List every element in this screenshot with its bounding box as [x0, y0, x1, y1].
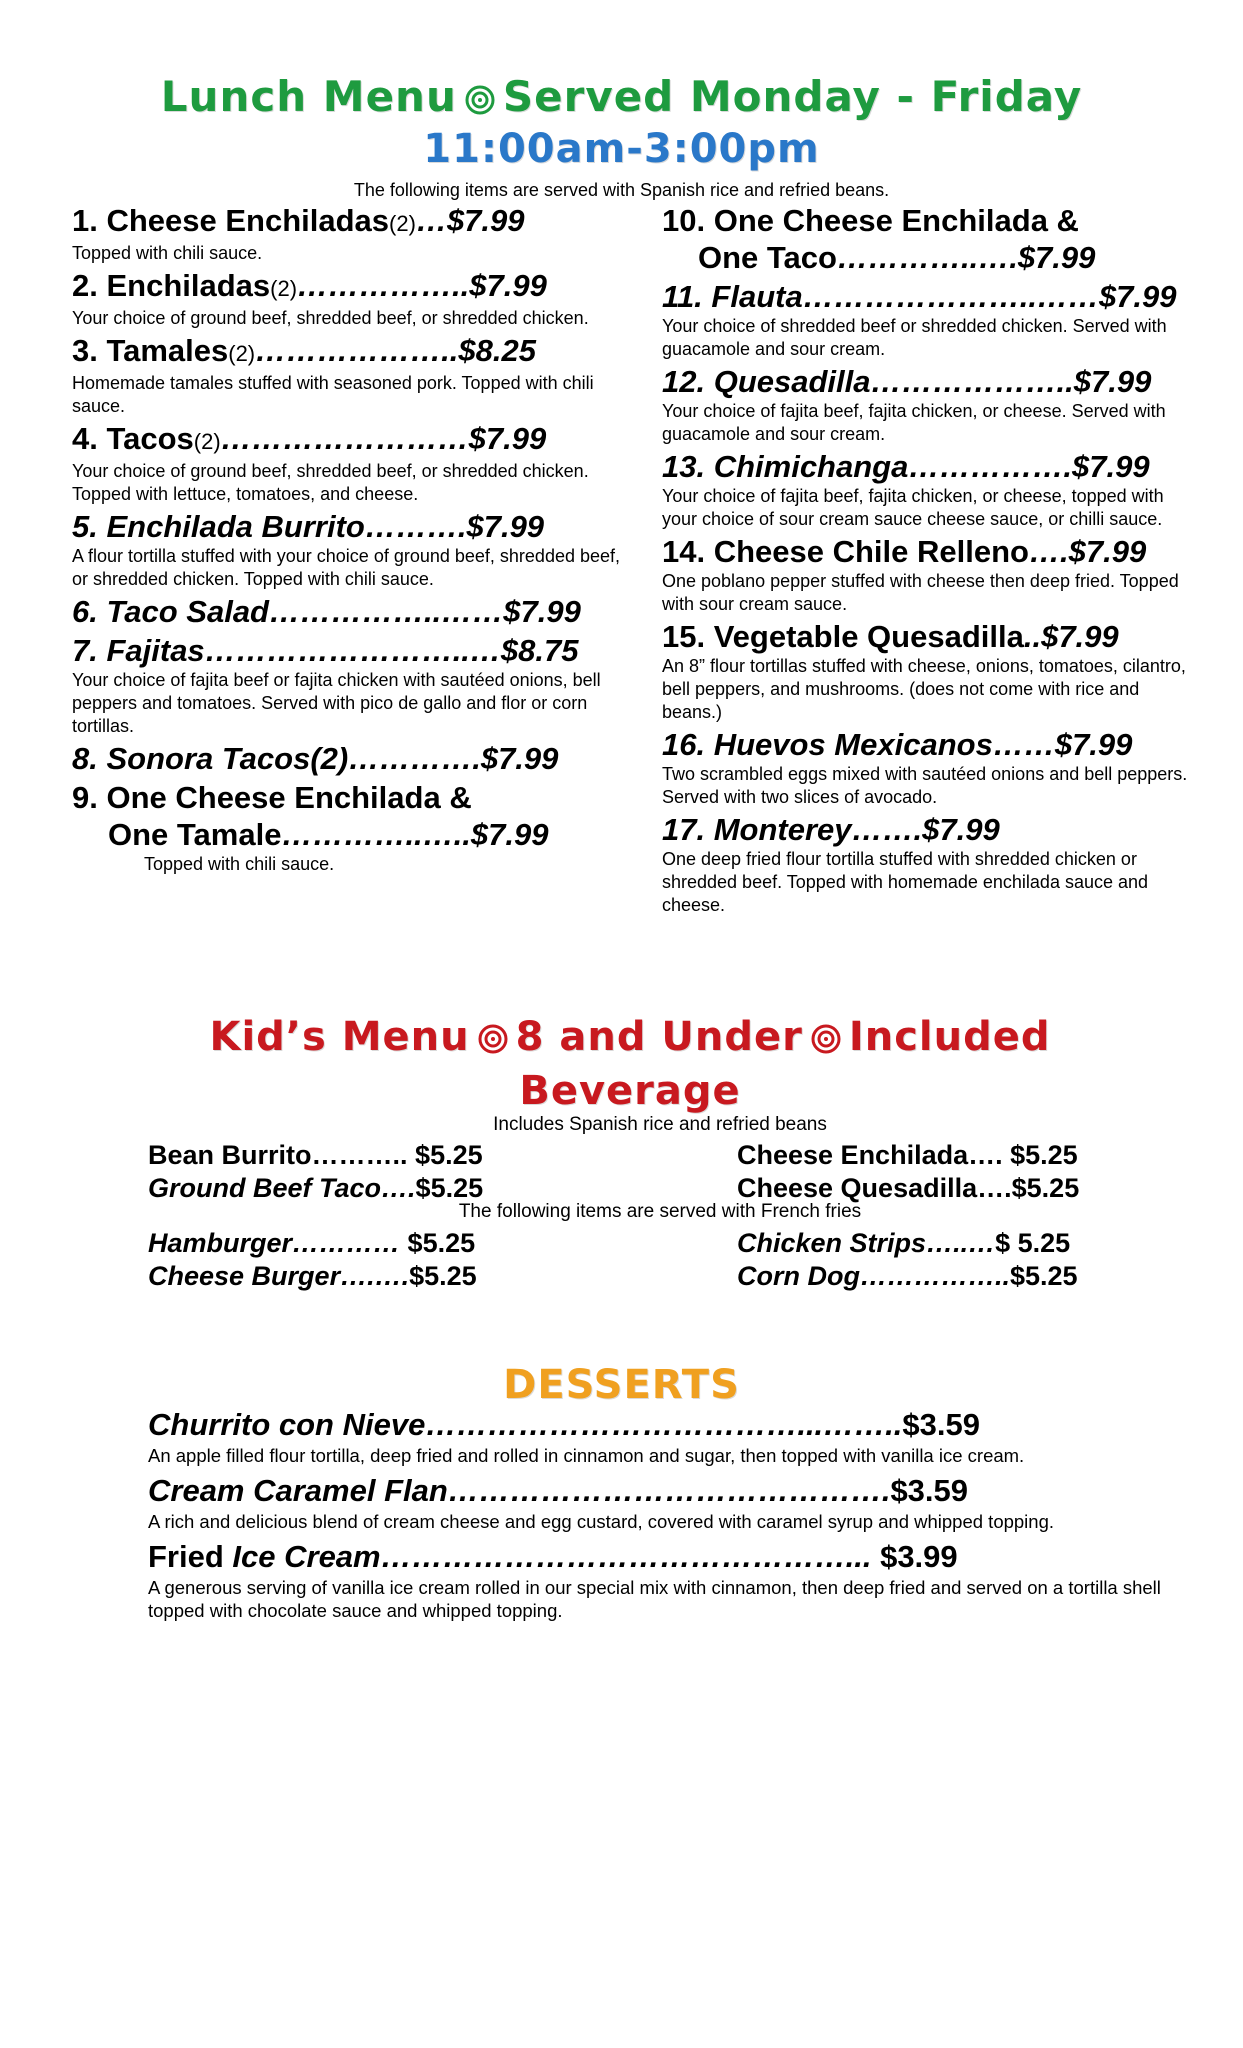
menu-item-price: $8.75: [500, 633, 579, 668]
kids-item-price: $5.25: [415, 1173, 484, 1203]
menu-item-title: [662, 363, 1202, 400]
menu-item-price: $7.99: [1098, 279, 1177, 314]
menu-item-description: One deep fried flour tortilla stuffed with shredded chicken or shredded beef. Topped with homemade enchilada sauce and cheese.: [662, 849, 1149, 915]
menu-item-title: [662, 448, 1202, 485]
kids-item-dots: …..…: [926, 1228, 996, 1258]
menu-item-name: 10. One Cheese Enchilada &: [662, 203, 1079, 238]
menu-item: [72, 267, 632, 330]
kids-item-name: Cheese Burger: [148, 1261, 341, 1291]
menu-item-title: [72, 593, 632, 630]
kids-item: [737, 1228, 1070, 1259]
dessert-price: $3.99: [880, 1539, 958, 1574]
kids-item-name: Corn Dog: [737, 1261, 860, 1291]
lunch-title-part-a: Lunch Menu: [160, 72, 457, 121]
menu-item-name: 4. Tacos: [72, 421, 194, 456]
menu-item-dots: …….: [851, 812, 923, 847]
dessert-list: [148, 1406, 1178, 1627]
menu-item-title: [662, 278, 1202, 315]
kids-item-name: Bean Burrito: [148, 1140, 312, 1170]
kids-item-name: Chicken Strips: [737, 1228, 927, 1258]
kids-note: Includes Spanish rice and refried beans: [493, 1114, 827, 1135]
menu-item-title: [662, 726, 1202, 763]
kids-item-dots: ….: [977, 1173, 1012, 1203]
lunch-right-column: [662, 202, 1202, 919]
dessert-name: Cream Caramel Flan: [148, 1473, 448, 1508]
kids-title-part-b: 8 and Under: [515, 1014, 803, 1060]
kids-item-dots: ….: [381, 1173, 416, 1203]
dessert-name: Ice Cream: [232, 1539, 381, 1574]
menu-item-dots: …………….: [908, 449, 1072, 484]
menu-item-dots: ………………..: [255, 333, 459, 368]
menu-item-description: An 8” flour tortillas stuffed with cheese, onions, tomatoes, cilantro, bell peppers, and mushrooms. (does not come with rice and beans.): [662, 656, 1186, 722]
menu-item-name-cont: One Tamale: [108, 817, 282, 852]
menu-item-title: [72, 420, 632, 460]
dessert-description: A rich and delicious blend of cream cheese and egg custard, covered with caramel syrup and whipped topping.: [148, 1511, 1055, 1532]
lunch-title-part-b: Served Monday - Friday: [502, 72, 1083, 121]
kids-item: [148, 1173, 483, 1204]
menu-item: [662, 726, 1202, 809]
menu-item-price: $7.99: [922, 812, 1000, 847]
menu-item-name: 12. Quesadilla: [662, 364, 871, 399]
menu-item-title: [72, 267, 632, 307]
menu-item: [662, 811, 1202, 917]
menu-item-qty: (2): [228, 341, 256, 366]
kids-item: [148, 1140, 483, 1171]
menu-item: [72, 332, 632, 418]
menu-item-name: 13. Chimichanga: [662, 449, 909, 484]
menu-item: [72, 202, 632, 265]
menu-item-description: Your choice of fajita beef, fajita chicken, or cheese, topped with your choice of sour cream sauce cheese sauce, or chilli sauce.: [662, 486, 1164, 529]
dessert-name: Churrito con Nieve: [148, 1407, 426, 1442]
menu-item-dots: ……………………: [220, 421, 469, 456]
menu-item-price: $7.99: [466, 509, 545, 544]
menu-item-price: $7.99: [1041, 619, 1119, 654]
menu-item-name-line2: [72, 816, 632, 853]
menu-item-dots: …………………..……: [802, 279, 1099, 314]
menu-item-name: 1. Cheese Enchiladas: [72, 203, 390, 238]
menu-item-name: 15. Vegetable Quesadilla: [662, 619, 1024, 654]
kids-menu-title: [150, 1010, 1110, 1118]
menu-item-price: $7.99: [1017, 240, 1096, 275]
dessert-dots: ………………………………...……..: [425, 1407, 903, 1442]
dessert-name-prefix: Fried: [148, 1539, 233, 1574]
menu-item-title: [72, 202, 632, 242]
menu-item: [662, 448, 1202, 531]
menu-item-price: $7.99: [1054, 727, 1133, 762]
dessert-title: [148, 1472, 1178, 1510]
kids-item-name: Cheese Enchilada: [737, 1140, 969, 1170]
menu-item-name: 14. Cheese Chile Relleno: [662, 534, 1029, 569]
lunch-note: The following items are served with Spanish rice and refried beans.: [353, 180, 890, 200]
desserts-title: DESSERTS: [503, 1362, 740, 1408]
menu-item-description: Topped with chili sauce.: [72, 243, 263, 263]
kids-fries-note: The following items are served with French fries: [458, 1201, 862, 1222]
menu-item-name-line2: [662, 239, 1202, 276]
kids-item-name: Ground Beef Taco: [148, 1173, 382, 1203]
menu-item-description: Your choice of fajita beef, fajita chicken, or cheese. Served with guacamole and sour cream.: [662, 401, 1166, 444]
lunch-menu-title: [0, 72, 1243, 121]
kids-title-part-a: Kid’s Menu: [209, 1014, 470, 1060]
menu-item: [72, 779, 632, 876]
menu-item: [662, 533, 1202, 616]
menu-item-price: $8.25: [458, 333, 536, 368]
menu-item-description: One poblano pepper stuffed with cheese then deep fried. Topped with sour cream sauce.: [662, 571, 1179, 614]
dessert-dots: …………………………………….: [447, 1473, 891, 1508]
menu-item-name: 11. Flauta: [662, 279, 803, 314]
menu-item-title: [72, 740, 632, 777]
menu-item-name: 9. One Cheese Enchilada &: [72, 780, 472, 815]
menu-item-description: A flour tortilla stuffed with your choice of ground beef, shredded beef, or shredded chicken. Topped with chili sauce.: [72, 546, 621, 589]
menu-item-price: $7.99: [1068, 534, 1147, 569]
menu-item-title: [72, 632, 632, 669]
menu-item-qty: (2): [389, 211, 416, 236]
kids-item-name: Cheese Quesadilla: [737, 1173, 978, 1203]
menu-item-dots: ……………..……: [269, 594, 504, 629]
menu-item-description: Your choice of fajita beef or fajita chicken with sautéed onions, bell peppers and tomatoes. Served with pico de gallo and flor or corn tortillas.: [72, 670, 601, 736]
menu-item-title: [662, 618, 1202, 655]
dessert-price: $3.59: [890, 1473, 969, 1508]
menu-item-price: $7.99: [469, 268, 547, 303]
menu-item-name: 2. Enchiladas: [72, 268, 271, 303]
sun-swirl-icon: [478, 1024, 508, 1054]
menu-item-price: $7.99: [468, 421, 547, 456]
menu-item-title: [662, 811, 1202, 848]
menu-item: [662, 202, 1202, 276]
kids-item-price: $5.25: [1010, 1140, 1078, 1170]
kids-item: [148, 1261, 477, 1292]
menu-item-description: Your choice of shredded beef or shredded chicken. Served with guacamole and sour cream.: [662, 316, 1167, 359]
kids-item-price: $5.25: [407, 1228, 476, 1258]
menu-item: [662, 618, 1202, 724]
menu-item: [72, 632, 632, 738]
menu-item: [72, 593, 632, 630]
menu-item-price: $7.99: [446, 203, 525, 238]
menu-item-dots: ….: [1028, 534, 1069, 569]
kids-item-price: $5.25: [409, 1261, 477, 1291]
menu-item-name: 5. Enchilada Burrito: [72, 509, 365, 544]
menu-item-dots: ……………..: [297, 268, 470, 303]
menu-item-name: 7. Fajitas: [72, 633, 205, 668]
menu-item-dots: …………..….: [836, 240, 1018, 275]
dessert-description: An apple filled flour tortilla, deep fried and rolled in cinnamon and sugar, then topped with vanilla ice cream.: [148, 1445, 1025, 1466]
kids-title-part-c: Included Beverage: [519, 1014, 1051, 1114]
menu-item-price: $7.99: [1073, 364, 1152, 399]
menu-item-description: Your choice of ground beef, shredded beef, or shredded chicken.: [72, 308, 589, 328]
kids-item-dots: …………: [292, 1228, 408, 1258]
menu-item-price: $7.99: [470, 817, 549, 852]
menu-item-title: [662, 202, 1202, 276]
menu-item-dots: ……….: [364, 509, 467, 544]
sun-swirl-icon: [465, 85, 495, 115]
menu-item-price: $7.99: [1071, 449, 1150, 484]
dessert-dots: ………………………………………...: [380, 1539, 881, 1574]
kids-item-dots: ….….: [340, 1261, 410, 1291]
kids-item-price: $5.25: [1011, 1173, 1080, 1203]
sun-swirl-icon: [811, 1024, 841, 1054]
menu-item-title: [72, 779, 632, 853]
menu-item-description: Your choice of ground beef, shredded beef, or shredded chicken. Topped with lettuce, tomatoes, and cheese.: [72, 461, 589, 504]
dessert-description: A generous serving of vanilla ice cream rolled in our special mix with cinnamon, then deep fried and served on a tortilla shell topped with chocolate sauce and whipped topping.: [148, 1577, 1161, 1621]
menu-item-description: Two scrambled eggs mixed with sautéed onions and bell peppers. Served with two slices of avocado.: [662, 764, 1188, 807]
kids-item-dots: ………..: [311, 1140, 416, 1170]
menu-item-name: 8. Sonora Tacos(2): [72, 741, 349, 776]
menu-item: [72, 740, 632, 777]
kids-item-name: Hamburger: [148, 1228, 293, 1258]
menu-item-dots: ………….: [348, 741, 481, 776]
menu-item-name: 16. Huevos Mexicanos: [662, 727, 993, 762]
menu-item-name: 6. Taco Salad: [72, 594, 269, 629]
menu-item-title: [72, 332, 632, 372]
menu-item-description: Homemade tamales stuffed with seasoned pork. Topped with chili sauce.: [72, 373, 594, 416]
kids-item-dots: ….: [968, 1140, 1011, 1170]
kids-item-price: $5.25: [1010, 1261, 1078, 1291]
kids-item: [737, 1261, 1078, 1292]
menu-item-description: Topped with chili sauce.: [144, 854, 335, 874]
menu-item-price: $7.99: [503, 594, 581, 629]
menu-item: [72, 420, 632, 506]
menu-item-title: [72, 508, 632, 545]
kids-item: [737, 1173, 1079, 1204]
menu-item-qty: (2): [193, 429, 221, 454]
menu-item: [662, 363, 1202, 446]
menu-item-dots: …………..…..: [281, 817, 471, 852]
kids-item: [148, 1228, 475, 1259]
menu-item-dots: …: [415, 203, 447, 238]
kids-item-price: $5.25: [415, 1140, 483, 1170]
menu-item-name: 3. Tamales: [72, 333, 229, 368]
kids-item: [737, 1140, 1078, 1171]
menu-item-price: $7.99: [480, 741, 559, 776]
menu-item-qty: (2): [270, 276, 298, 301]
menu-item-dots: ……: [992, 727, 1055, 762]
menu-item-dots: ………………..: [870, 364, 1074, 399]
lunch-left-column: [72, 202, 632, 878]
dessert-title: [148, 1406, 1178, 1444]
dessert-title: [148, 1538, 1178, 1576]
dessert-price: $3.59: [902, 1407, 980, 1442]
kids-item-price: $ 5.25: [995, 1228, 1071, 1258]
menu-item: [72, 508, 632, 591]
menu-item-name: 17. Monterey: [662, 812, 852, 847]
kids-item-dots: ……………..: [859, 1261, 1010, 1291]
lunch-hours: 11:00am-3:00pm: [423, 126, 820, 172]
menu-item-dots: ……………………..…: [204, 633, 501, 668]
menu-item: [662, 278, 1202, 361]
menu-item-name-cont: One Taco: [698, 240, 837, 275]
menu-item-title: [662, 533, 1202, 570]
menu-item-dots: ..: [1023, 619, 1042, 654]
